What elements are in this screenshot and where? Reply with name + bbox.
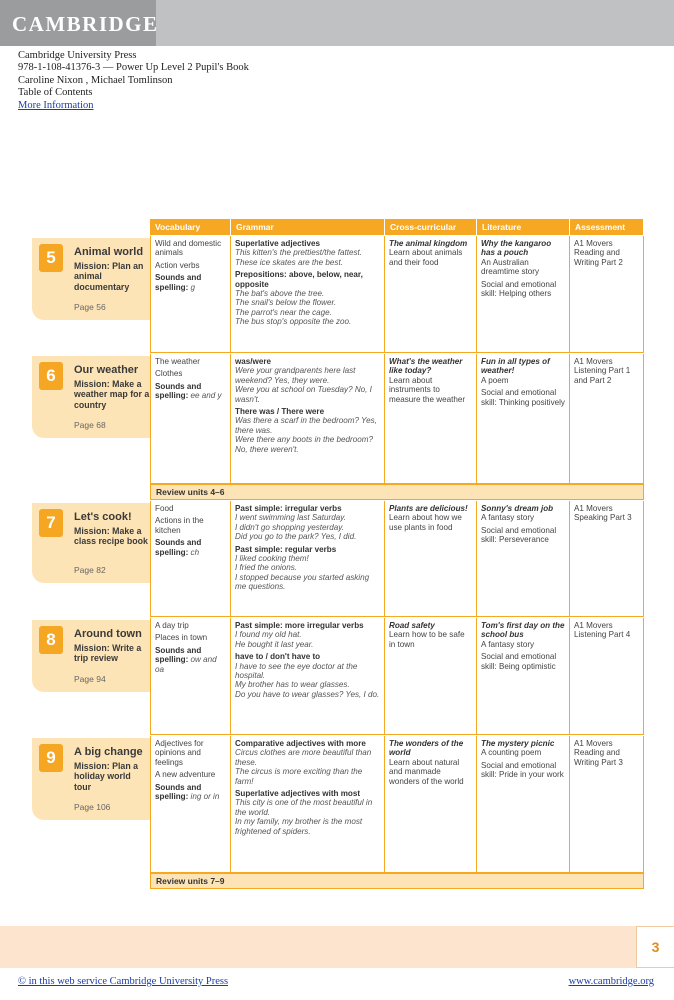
grammar-example: Were there any boots in the bedroom? No, there weren't.	[235, 435, 373, 454]
vocabulary-cell	[150, 236, 231, 352]
grammar-example: Was there a scarf in the bedroom? Yes, there was.	[235, 416, 377, 435]
assessment-text: A1 Movers Reading and Writing Part 2	[574, 239, 623, 267]
table-row	[150, 736, 644, 873]
vocab-item: Places in town	[155, 633, 208, 643]
literature-skill: Social and emotional skill: Perseverance	[481, 525, 557, 545]
grammar-block	[235, 545, 380, 592]
cross-text: Learn about animals and their food	[389, 248, 463, 267]
grammar-heading: Comparative adjectives with more	[235, 739, 366, 748]
grammar-heading: Superlative adjectives	[235, 239, 321, 248]
unit-page: Page 82	[74, 565, 106, 575]
grammar-example: I have to see the eye doctor at the hospital.	[235, 661, 358, 681]
col-literature: Literature	[477, 219, 570, 235]
vocab-item: Adjectives for opinions and feelings	[155, 739, 204, 767]
cross-curricular-cell	[385, 354, 477, 483]
grammar-block	[235, 621, 380, 649]
assessment-text: A1 Movers Reading and Writing Part 3	[574, 739, 623, 767]
assessment-text: A1 Movers Listening Part 1 and Part 2	[574, 357, 631, 385]
grammar-block	[235, 407, 380, 454]
grammar-example: This kitten's the prettiest/the fattest.	[235, 248, 363, 258]
assessment-cell	[570, 501, 644, 616]
grammar-example: Circus clothes are more beautiful than these.	[235, 748, 372, 767]
unit-number: 9	[39, 744, 63, 772]
vocab-item: A new adventure	[155, 770, 216, 780]
grammar-cell	[231, 236, 385, 352]
unit-card	[32, 620, 151, 692]
col-assessment: Assessment	[570, 219, 644, 235]
grammar-block	[235, 504, 380, 542]
literature-title: Tom's first day on the school bus	[481, 621, 565, 640]
sounds-spelling	[155, 646, 226, 674]
col-grammar: Grammar	[231, 219, 385, 235]
table-row	[150, 618, 644, 735]
cross-title: The animal kingdom	[389, 239, 468, 248]
grammar-block	[235, 270, 380, 326]
grammar-example: The snail's below the flower.	[235, 298, 337, 308]
literature-type: A counting poem	[481, 748, 542, 758]
unit-page: Page 94	[74, 674, 106, 684]
unit-page: Page 68	[74, 420, 106, 430]
unit-card	[32, 738, 151, 820]
unit-title: Animal world	[74, 246, 144, 258]
unit-mission: Mission: Plan an animal documentary	[74, 261, 144, 292]
sounds-label: Sounds and spelling:	[155, 645, 202, 665]
grammar-heading: was/were	[235, 357, 271, 366]
book-meta	[18, 50, 249, 112]
grammar-example: I liked cooking them!	[235, 554, 309, 564]
unit-title: Around town	[74, 628, 142, 640]
grammar-example: I stopped because you started asking me questions.	[235, 572, 370, 592]
website-link[interactable]: www.cambridge.org	[568, 976, 654, 987]
grammar-cell	[231, 501, 385, 616]
grammar-example: Were your grandparents here last weekend? Yes, they were.	[235, 366, 356, 385]
sounds-value: g	[190, 282, 196, 292]
unit-title: Let's cook!	[74, 511, 132, 523]
grammar-example: I found my old hat.	[235, 630, 302, 640]
grammar-cell	[231, 736, 385, 872]
sounds-spelling	[155, 783, 226, 802]
unit-title: Our weather	[74, 364, 139, 376]
section-name: Table of Contents	[18, 87, 93, 99]
grammar-example: In my family, my brother is the most frightened of spiders.	[235, 817, 363, 836]
grammar-heading: have to / don't have to	[235, 652, 321, 662]
assessment-cell	[570, 736, 644, 872]
unit-number: 6	[39, 362, 63, 390]
literature-title: The mystery picnic	[481, 739, 555, 748]
literature-cell	[477, 736, 570, 872]
cross-title: What's the weather like today?	[389, 357, 463, 376]
literature-title: Why the kangaroo has a pouch	[481, 239, 552, 258]
unit-card	[32, 238, 151, 320]
cambridge-logo	[0, 0, 159, 46]
assessment-text: A1 Movers Speaking Part 3	[574, 504, 632, 523]
grammar-example: These ice skates are the best.	[235, 257, 343, 267]
sounds-spelling	[155, 538, 226, 557]
grammar-example: Did you go to the park? Yes, I did.	[235, 532, 357, 542]
logo-text: CAMBRIDGE	[12, 12, 159, 36]
sounds-label: Sounds and spelling:	[155, 782, 202, 802]
grammar-block	[235, 739, 380, 786]
review-row: Review units 4–6	[150, 484, 644, 500]
unit-page: Page 106	[74, 802, 111, 812]
table-row	[150, 501, 644, 617]
col-cross-curricular: Cross-curricular	[385, 219, 477, 235]
unit-card	[32, 356, 151, 438]
unit-mission: Mission: Write a trip review	[74, 643, 142, 664]
literature-skill: Social and emotional skill: Pride in your work	[481, 760, 564, 780]
sounds-label: Sounds and spelling:	[155, 381, 202, 401]
literature-title: Fun in all types of weather!	[481, 357, 550, 376]
unit-number: 5	[39, 244, 63, 272]
vocab-item: Clothes	[155, 369, 183, 379]
literature-type: A poem	[481, 375, 509, 385]
assessment-cell	[570, 618, 644, 734]
unit-number: 7	[39, 509, 63, 537]
unit-mission: Mission: Make a weather map for a country	[74, 379, 150, 410]
literature-cell	[477, 236, 570, 352]
vocabulary-cell	[150, 618, 231, 734]
cross-text: Learn how to be safe in town	[389, 630, 465, 649]
table-row	[150, 236, 644, 353]
publisher: Cambridge University Press	[18, 50, 137, 61]
cross-curricular-cell	[385, 618, 477, 734]
grammar-block	[235, 652, 380, 699]
literature-type: An Australian dreamtime story	[481, 257, 540, 277]
grammar-example: My brother has to wear glasses.	[235, 680, 350, 690]
literature-type: A fantasy story	[481, 639, 535, 649]
vocab-item: Actions in the kitchen	[155, 516, 204, 535]
page-number: 3	[636, 926, 674, 968]
vocabulary-cell	[150, 501, 231, 616]
grammar-example: Do you have to wear glasses? Yes, I do.	[235, 689, 380, 699]
unit-mission: Mission: Plan a holiday world tour	[74, 761, 139, 792]
vocab-item: Food	[155, 504, 174, 513]
vocab-item: Wild and domestic animals	[155, 239, 222, 258]
grammar-heading: There was / There were	[235, 407, 325, 417]
literature-type: A fantasy story	[481, 513, 535, 523]
grammar-cell	[231, 618, 385, 734]
cross-text: Learn about natural and manmade wonders of the world	[389, 757, 464, 786]
literature-skill: Social and emotional skill: Thinking positively	[481, 388, 565, 407]
literature-cell	[477, 618, 570, 734]
vocab-item: The weather	[155, 357, 200, 366]
grammar-heading: Past simple: irregular verbs	[235, 504, 342, 513]
unit-page: Page 56	[74, 302, 106, 312]
sounds-value: ow and oa	[155, 655, 217, 674]
grammar-heading: Superlative adjectives with most	[235, 789, 361, 799]
top-bar	[0, 0, 674, 46]
unit-mission: Mission: Make a class recipe book	[74, 526, 148, 547]
grammar-block	[235, 789, 380, 836]
grammar-heading: Prepositions: above, below, near, opposite	[235, 270, 363, 289]
table-header	[150, 219, 644, 235]
cross-title: The wonders of the world	[389, 739, 464, 758]
sounds-spelling	[155, 273, 226, 292]
sounds-value: ch	[190, 547, 200, 557]
unit-card	[32, 503, 151, 583]
grammar-block	[235, 357, 380, 404]
sounds-label: Sounds and spelling:	[155, 538, 202, 557]
unit-number: 8	[39, 626, 63, 654]
grammar-heading: Past simple: more irregular verbs	[235, 621, 364, 630]
sounds-value: ee and y	[190, 391, 222, 401]
vocab-item: Action verbs	[155, 260, 200, 270]
col-vocabulary: Vocabulary	[150, 219, 231, 235]
vocabulary-cell	[150, 354, 231, 483]
grammar-example: I didn't go shopping yesterday.	[235, 522, 344, 532]
unit-title: A big change	[74, 746, 143, 758]
grammar-example: The bus stop's opposite the zoo.	[235, 317, 352, 327]
copyright-link[interactable]: © in this web service Cambridge University Press	[18, 976, 229, 987]
grammar-example: This city is one of the most beautiful in the world.	[235, 798, 373, 817]
sounds-spelling	[155, 382, 226, 401]
vocabulary-cell	[150, 736, 231, 872]
cross-text: Learn about how we use plants in food	[389, 513, 462, 532]
cross-text: Learn about instruments to measure the weather	[389, 375, 466, 404]
authors: Caroline Nixon , Michael Tomlinson	[18, 74, 173, 86]
grammar-example: He bought it last year.	[235, 639, 314, 649]
sounds-value: ing or in	[190, 792, 220, 802]
review-row: Review units 7–9	[150, 873, 644, 889]
cross-title: Road safety	[389, 621, 435, 630]
grammar-example: Were you at school on Tuesday? No, I wasn't.	[235, 385, 372, 404]
grammar-example: The circus is more exciting than the farm!	[235, 767, 363, 786]
table-row	[150, 354, 644, 484]
cross-title: Plants are delicious!	[389, 504, 468, 513]
bottom-band	[0, 926, 674, 968]
literature-cell	[477, 501, 570, 616]
sounds-label: Sounds and spelling:	[155, 273, 202, 292]
grammar-example: I went swimming last Saturday.	[235, 513, 346, 523]
cross-curricular-cell	[385, 736, 477, 872]
literature-skill: Social and emotional skill: Being optimistic	[481, 652, 557, 671]
assessment-text: A1 Movers Listening Part 4	[574, 621, 631, 640]
grammar-block	[235, 239, 380, 267]
vocab-item: A day trip	[155, 621, 189, 630]
assessment-cell	[570, 236, 644, 352]
grammar-cell	[231, 354, 385, 483]
cross-curricular-cell	[385, 236, 477, 352]
grammar-heading: Past simple: regular verbs	[235, 544, 337, 554]
isbn-title: 978-1-108-41376-3 — Power Up Level 2 Pupil's Book	[18, 62, 249, 74]
grammar-example: The bat's above the tree.	[235, 289, 325, 299]
literature-skill: Social and emotional skill: Helping others	[481, 279, 557, 299]
literature-cell	[477, 354, 570, 483]
grammar-example: The parrot's near the cage.	[235, 307, 332, 317]
cross-curricular-cell	[385, 501, 477, 616]
grammar-example: I fried the onions.	[235, 563, 298, 573]
assessment-cell	[570, 354, 644, 483]
literature-title: Sonny's dream job	[481, 504, 554, 513]
more-information-link[interactable]: More Information	[18, 99, 94, 111]
